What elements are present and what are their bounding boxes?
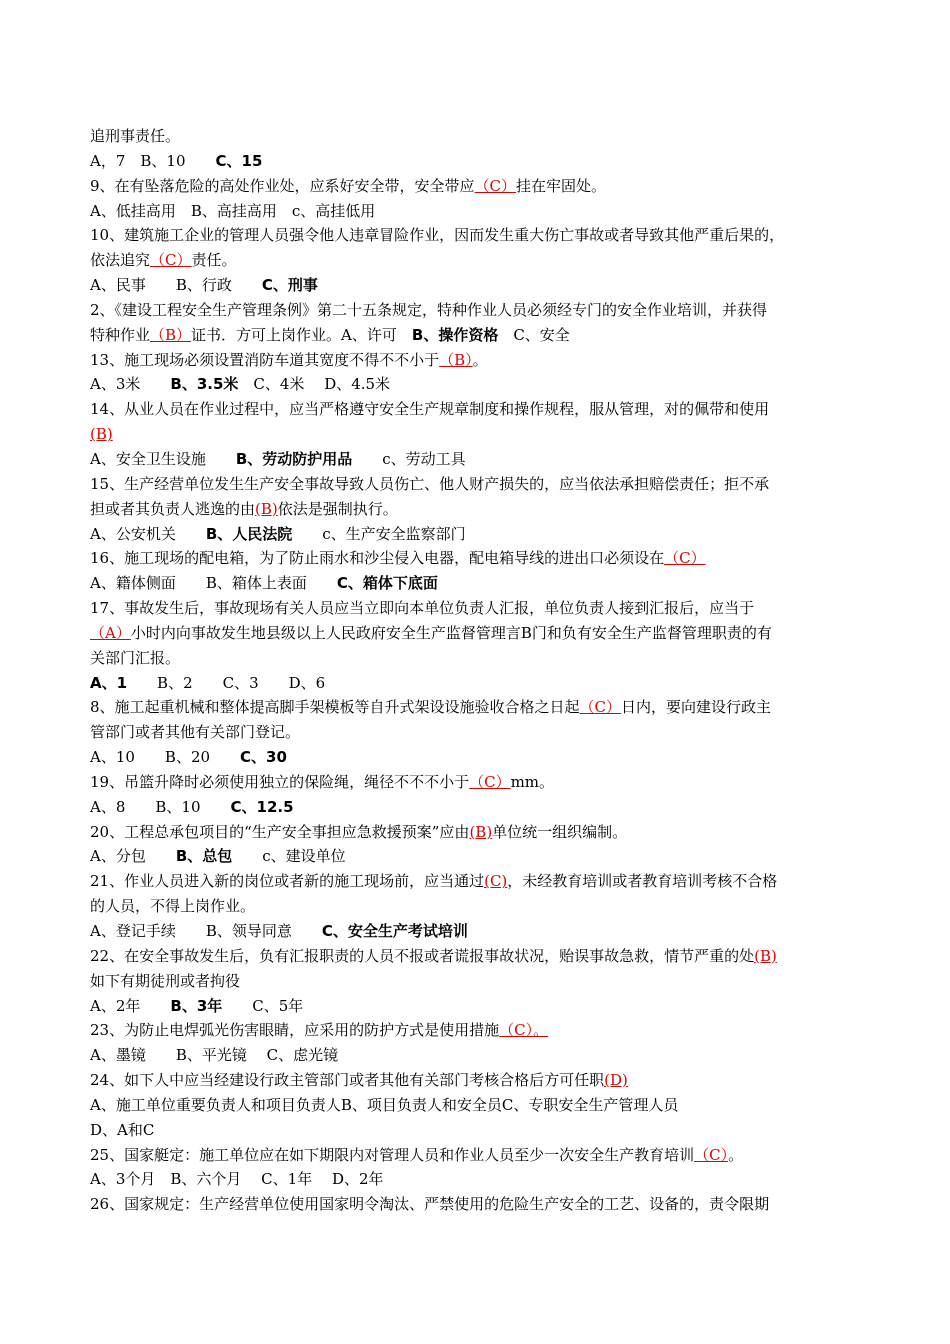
text-line bbox=[90, 199, 870, 224]
answer-mark: (B) bbox=[469, 822, 493, 841]
text-line bbox=[90, 223, 870, 248]
correct-option: B、操作资格 bbox=[411, 325, 499, 344]
text-run: 19、吊篮升降时必须使用独立的保险绳，绳径不不不小于 bbox=[90, 772, 470, 791]
text-run: 责任。 bbox=[191, 251, 237, 270]
answer-mark: （C） bbox=[150, 251, 192, 270]
answer-mark: (B) bbox=[255, 499, 278, 518]
text-line bbox=[90, 646, 870, 671]
correct-option: C、刑事 bbox=[261, 276, 318, 295]
text-run: c、建设单位 bbox=[232, 847, 346, 866]
text-line bbox=[90, 770, 870, 795]
text-line bbox=[90, 1167, 870, 1192]
text-run: 。 bbox=[728, 1145, 744, 1164]
text-run: mm。 bbox=[510, 772, 555, 791]
text-line bbox=[90, 397, 870, 422]
text-run: 关部门汇报。 bbox=[90, 648, 181, 667]
answer-mark: （C） bbox=[469, 772, 511, 791]
text-run: A，7 B、10 bbox=[90, 151, 216, 170]
text-run: 日内，要向建设行政主 bbox=[621, 698, 772, 717]
text-run: A、公安机关 bbox=[90, 524, 206, 543]
text-run: A、施工单位重要负责人和项目负责人B、项目负责人和安全员C、专职安全生产管理人员 bbox=[90, 1095, 679, 1114]
correct-option: C、15 bbox=[215, 151, 263, 170]
text-run: 16、施工现场的配电箱，为了防止雨水和沙尘侵入电器，配电箱导线的进出口必须设在 bbox=[90, 549, 665, 568]
text-run: 24、如下人中应当经建设行政主管部门或者其他有关部门考核合格后方可任职 bbox=[90, 1071, 605, 1090]
text-run: 17、事故发生后，事故现场有关人员应当立即向本单位负责人汇报，单位负责人接到汇报后，应当于 bbox=[90, 599, 755, 618]
answer-mark: （C） bbox=[664, 549, 706, 568]
answer-mark: （C）。 bbox=[499, 1021, 549, 1040]
text-line bbox=[90, 596, 870, 621]
text-run: 25、国家艇定：施工单位应在如下期限内对管理人员和作业人员至少一次安全生产教育培训 bbox=[90, 1145, 695, 1164]
text-run: 特种作业 bbox=[90, 325, 151, 344]
correct-option: C、箱体下底面 bbox=[336, 574, 438, 593]
text-line bbox=[90, 994, 870, 1019]
text-run: c、劳动工具 bbox=[352, 449, 466, 468]
text-run: C、4米 D、4.5米 bbox=[238, 375, 391, 394]
text-run: A、3米 bbox=[90, 375, 171, 394]
text-run: 担或者其负责人逃逸的由 bbox=[90, 499, 256, 518]
text-run: A、分包 bbox=[90, 847, 176, 866]
text-run: 如下有期徒刑或者拘役 bbox=[90, 971, 241, 990]
text-line bbox=[90, 795, 870, 820]
text-run: 20、工程总承包项目的“生产安全事担应急救援预案”应由 bbox=[90, 822, 470, 841]
text-run: A、墨镜 B、平光镜 C、虑光镜 bbox=[90, 1046, 339, 1065]
text-run: A、登记手续 B、领导同意 bbox=[90, 922, 322, 940]
text-run: 14、从业人员在作业过程中，应当严格遵守安全生产规章制度和操作规程，服从管理，对的佩带和使用 bbox=[90, 400, 770, 419]
text-line bbox=[90, 372, 870, 397]
text-line bbox=[90, 844, 870, 869]
answer-mark: （C） bbox=[474, 176, 517, 195]
correct-option: B、3年 bbox=[170, 996, 223, 1015]
text-line bbox=[90, 1192, 870, 1217]
text-line bbox=[90, 348, 870, 373]
text-line bbox=[90, 820, 870, 845]
text-run: B、2 C、3 D、6 bbox=[127, 673, 326, 692]
text-run: C、安全 bbox=[498, 325, 570, 344]
text-run: 。 bbox=[472, 350, 488, 369]
text-line bbox=[90, 546, 870, 571]
text-line bbox=[90, 869, 870, 894]
answer-mark: （C） bbox=[694, 1145, 729, 1164]
text-line bbox=[90, 298, 870, 323]
answer-mark: （C） bbox=[579, 698, 622, 717]
text-run: 22、在安全事故发生后，负有汇报职责的人员不报或者谎报事故状况，贻误事故急救，情节严重的处 bbox=[90, 946, 755, 965]
text-run: A、低挂高用 B、高挂高用 c、高挂低用 bbox=[90, 201, 376, 220]
text-line bbox=[90, 621, 870, 646]
text-run: 依法追究 bbox=[90, 251, 151, 270]
text-line bbox=[90, 671, 870, 696]
text-run: 管部门或者其他有关部门登记。 bbox=[90, 723, 301, 742]
text-line bbox=[90, 472, 870, 497]
text-line bbox=[90, 1118, 870, 1143]
text-line bbox=[90, 720, 870, 745]
text-line bbox=[90, 422, 870, 447]
text-line bbox=[90, 1043, 870, 1068]
answer-mark: (B) bbox=[90, 425, 113, 444]
text-run: 追刑事责任。 bbox=[90, 127, 181, 145]
text-line bbox=[90, 323, 870, 348]
text-line bbox=[90, 497, 870, 522]
correct-option: C、30 bbox=[240, 748, 287, 767]
text-run: 10、建筑施工企业的管理人员强令他人违章冒险作业，因而发生重大伤亡事故或者导致其他严重后果的， bbox=[90, 226, 785, 245]
document-body bbox=[90, 124, 870, 1217]
text-run: ，未经教育培训或者教育培训考核不合格 bbox=[507, 872, 778, 891]
text-line bbox=[90, 1018, 870, 1043]
text-line bbox=[90, 944, 870, 969]
text-run: 证书．方可上岗作业。A、许可 bbox=[191, 325, 412, 344]
text-line bbox=[90, 969, 870, 994]
text-run: 单位统一组织编制。 bbox=[492, 822, 628, 841]
text-run: A、民事 B、行政 bbox=[90, 276, 262, 295]
text-run: 21、作业人员进入新的岗位或者新的施工现场前，应当通过 bbox=[90, 872, 485, 891]
text-run: 依法是强制执行。 bbox=[277, 499, 398, 518]
text-line bbox=[90, 745, 870, 770]
answer-mark: (D) bbox=[604, 1071, 628, 1090]
text-run: 26、国家规定：生产经营单位使用国家明令淘汰、严禁使用的危险生产安全的工艺、设备的，责令限期 bbox=[90, 1195, 770, 1214]
answer-mark: （A） bbox=[90, 623, 131, 642]
text-run: A、10 B、20 bbox=[90, 748, 241, 767]
text-run: 2、《建设工程安全生产管理条例》第二十五条规定，特种作业人员必须经专门的安全作业培训，并获得 bbox=[90, 300, 768, 319]
correct-option: B、总包 bbox=[175, 847, 233, 866]
text-line bbox=[90, 174, 870, 199]
correct-option: C、安全生产考试培训 bbox=[321, 922, 468, 940]
text-run: 8、施工起重机械和整体提高脚手架模板等自升式架设设施验收合格之日起 bbox=[90, 698, 580, 717]
text-line bbox=[90, 894, 870, 919]
text-run: 的人员，不得上岗作业。 bbox=[90, 897, 256, 916]
text-run: A、安全卫生设施 bbox=[90, 449, 236, 468]
text-line bbox=[90, 1068, 870, 1093]
correct-option: B、3.5米 bbox=[170, 375, 239, 394]
text-line bbox=[90, 248, 870, 273]
text-line bbox=[90, 1093, 870, 1118]
correct-option: B、人民法院 bbox=[205, 524, 293, 543]
text-run: D、A和C bbox=[90, 1120, 155, 1139]
text-run: 13、施工现场必须设置消防车道其宽度不得不不小于 bbox=[90, 350, 440, 369]
text-line bbox=[90, 124, 870, 149]
text-line bbox=[90, 919, 870, 944]
text-line bbox=[90, 522, 870, 547]
text-line bbox=[90, 149, 870, 174]
correct-option: B、劳动防护用品 bbox=[235, 449, 353, 468]
text-run: 挂在牢固处。 bbox=[516, 176, 607, 195]
text-run: 15、生产经营单位发生生产安全事故导致人员伤亡、他人财产损失的，应当依法承担赔偿责任；拒不承 bbox=[90, 474, 770, 493]
text-run: 9、在有坠落危险的高处作业处，应系好安全带，安全带应 bbox=[90, 176, 475, 195]
text-line bbox=[90, 571, 870, 596]
correct-option: C、12.5 bbox=[230, 797, 294, 816]
text-run: c、生产安全监察部门 bbox=[292, 524, 466, 543]
text-run: A、8 B、10 bbox=[90, 797, 231, 816]
answer-mark: （B） bbox=[439, 350, 473, 369]
text-run: A、2年 bbox=[90, 996, 171, 1015]
text-line bbox=[90, 695, 870, 720]
text-run: C、5年 bbox=[222, 996, 304, 1015]
text-line bbox=[90, 447, 870, 472]
text-run: 小时内向事故发生地县级以上人民政府安全生产监督管理言B门和负有安全生产监督管理职责的有 bbox=[130, 623, 772, 642]
text-line bbox=[90, 273, 870, 298]
answer-mark: (B) bbox=[754, 946, 777, 965]
text-run: A、籍体侧面 B、箱体上表面 bbox=[90, 574, 337, 593]
text-run: 23、为防止电焊弧光伤害眼睛，应采用的防护方式是使用措施 bbox=[90, 1021, 500, 1040]
text-line bbox=[90, 1143, 870, 1168]
answer-mark: （B） bbox=[150, 325, 192, 344]
correct-option: A、1 bbox=[90, 673, 128, 692]
answer-mark: (C) bbox=[484, 872, 508, 891]
text-run: A、3个月 B、六个月 C、1年 D、2年 bbox=[90, 1170, 384, 1189]
